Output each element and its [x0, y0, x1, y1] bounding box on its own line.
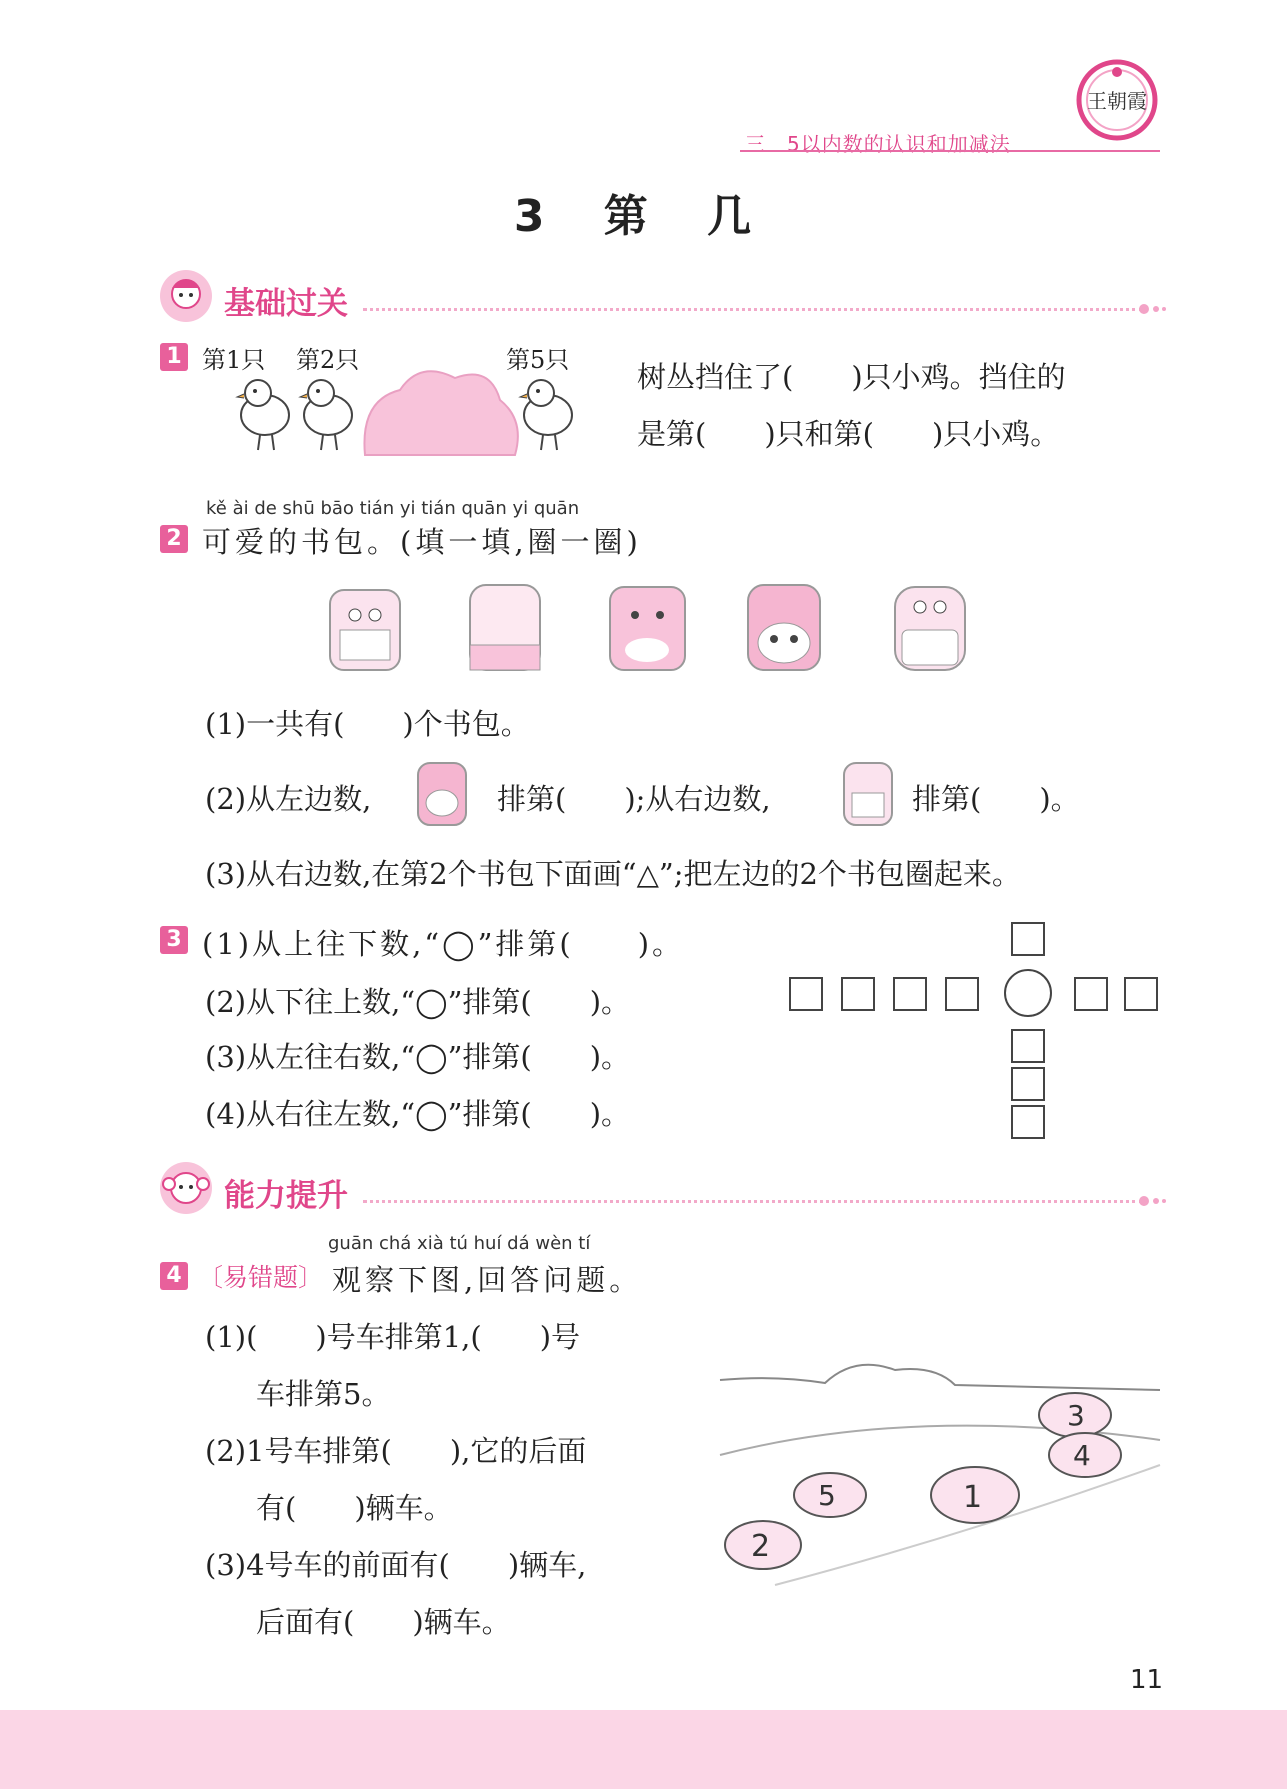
square-shape: [1011, 922, 1045, 956]
backpacks-row: [320, 575, 1000, 675]
flower-icon: [1138, 301, 1168, 317]
publisher-seal: [1075, 58, 1159, 142]
q4-sub-3b: 后面有( )辆车。: [256, 1605, 511, 1639]
chick-icon: [520, 380, 572, 450]
chick-icon: [300, 380, 352, 450]
page-number: 11: [1130, 1665, 1164, 1695]
q4-sub-1a: (1)( )号车排第1,( )号: [205, 1320, 581, 1354]
flower-icon: [1138, 1193, 1168, 1209]
q3-sub-1: (1)从上往下数,“◯”排第( )。: [202, 927, 685, 961]
q2-sub-2c: 排第( )。: [912, 782, 1080, 816]
race-car: [1049, 1433, 1121, 1477]
section-advanced-header: [158, 1160, 1158, 1216]
backpack-icon: [838, 755, 898, 830]
seal-text: 王朝霞: [1087, 89, 1147, 113]
backpack-icon: [748, 585, 820, 670]
question-number: 1: [160, 343, 188, 371]
backpack-icon: [330, 590, 400, 670]
question-number: 2: [160, 525, 188, 553]
chick-label-5: 第5只: [506, 346, 570, 374]
q4-sub-3a: (3)4号车的前面有( )辆车,: [205, 1548, 587, 1582]
bush-icon: [364, 371, 517, 455]
q2-sub-2a: (2)从左边数,: [205, 782, 372, 816]
q2-sub-1: (1)一共有( )个书包。: [205, 707, 530, 741]
circle-shape: [1004, 969, 1052, 1017]
bottom-band: [0, 1710, 1287, 1789]
section-basic-header: [158, 268, 1158, 324]
section-divider: [363, 308, 1143, 311]
chapter-underline: [740, 150, 1160, 152]
section-divider: [363, 1200, 1143, 1203]
chapter-title: 三 5以内数的认识和加减法: [745, 132, 1011, 156]
q4-pinyin: guān chá xià tú huí dá wèn tí: [328, 1233, 591, 1254]
error-prone-tag: 〔易错题〕: [198, 1263, 324, 1292]
question-number: 3: [160, 926, 188, 954]
backpack-icon: [470, 585, 540, 670]
backpack-icon: [610, 587, 685, 670]
monkey-mascot-icon: [158, 1160, 214, 1216]
q3-sub-4: (4)从右往左数,“◯”排第( )。: [205, 1097, 631, 1131]
chick-label-2: 第2只: [296, 346, 360, 374]
square-shape: [1011, 1105, 1045, 1139]
chick-icon: [237, 380, 289, 450]
q2-pinyin: kě ài de shū bāo tián yi tián quān yi quān: [206, 498, 580, 519]
chicks-bush-illustration: [230, 360, 590, 460]
race-car: [725, 1521, 801, 1569]
car-number: 4: [1073, 1439, 1091, 1472]
q1-line-1: 树丛挡住了( )只小鸡。挡住的: [637, 360, 1066, 394]
car-number: 5: [818, 1479, 836, 1512]
q2-sub-2b: 排第( );从右边数,: [497, 782, 771, 816]
car-number: 3: [1067, 1399, 1085, 1432]
race-car: [1039, 1393, 1111, 1437]
race-car: [931, 1467, 1019, 1523]
square-shape: [1011, 1067, 1045, 1101]
q3-sub-3: (3)从左往右数,“◯”排第( )。: [205, 1040, 631, 1074]
backpack-icon: [895, 587, 965, 670]
q2-sub-3: (3)从右边数,在第2个书包下面画“△”;把左边的2个书包圈起来。: [205, 857, 1021, 891]
square-shape: [1011, 1029, 1045, 1063]
q3-sub-2: (2)从下往上数,“◯”排第( )。: [205, 985, 631, 1019]
question-number: 4: [160, 1262, 188, 1290]
backpack-icon: [412, 755, 472, 830]
q4-sub-2a: (2)1号车排第( ),它的后面: [205, 1434, 587, 1468]
q1-line-2: 是第( )只和第( )只小鸡。: [637, 417, 1060, 451]
section-title: 基础过关: [224, 286, 348, 322]
square-shape: [1124, 977, 1158, 1011]
square-shape: [841, 977, 875, 1011]
q4-sub-2b: 有( )辆车。: [256, 1491, 453, 1525]
square-shape: [893, 977, 927, 1011]
q4-sub-1b: 车排第5。: [256, 1377, 391, 1411]
square-shape: [789, 977, 823, 1011]
race-cars-illustration: [715, 1345, 1165, 1595]
lesson-title: 3 第 几: [513, 191, 774, 242]
section-title: 能力提升: [224, 1178, 348, 1214]
chick-label-1: 第1只: [202, 346, 266, 374]
q4-title: 观察下图,回答问题。: [332, 1263, 643, 1297]
car-number: 1: [963, 1480, 983, 1515]
q2-title: 可爱的书包。(填一填,圈一圈): [202, 525, 642, 559]
girl-mascot-icon: [158, 268, 214, 324]
car-number: 2: [751, 1529, 771, 1564]
race-car: [794, 1473, 866, 1517]
square-shape: [945, 977, 979, 1011]
square-shape: [1074, 977, 1108, 1011]
